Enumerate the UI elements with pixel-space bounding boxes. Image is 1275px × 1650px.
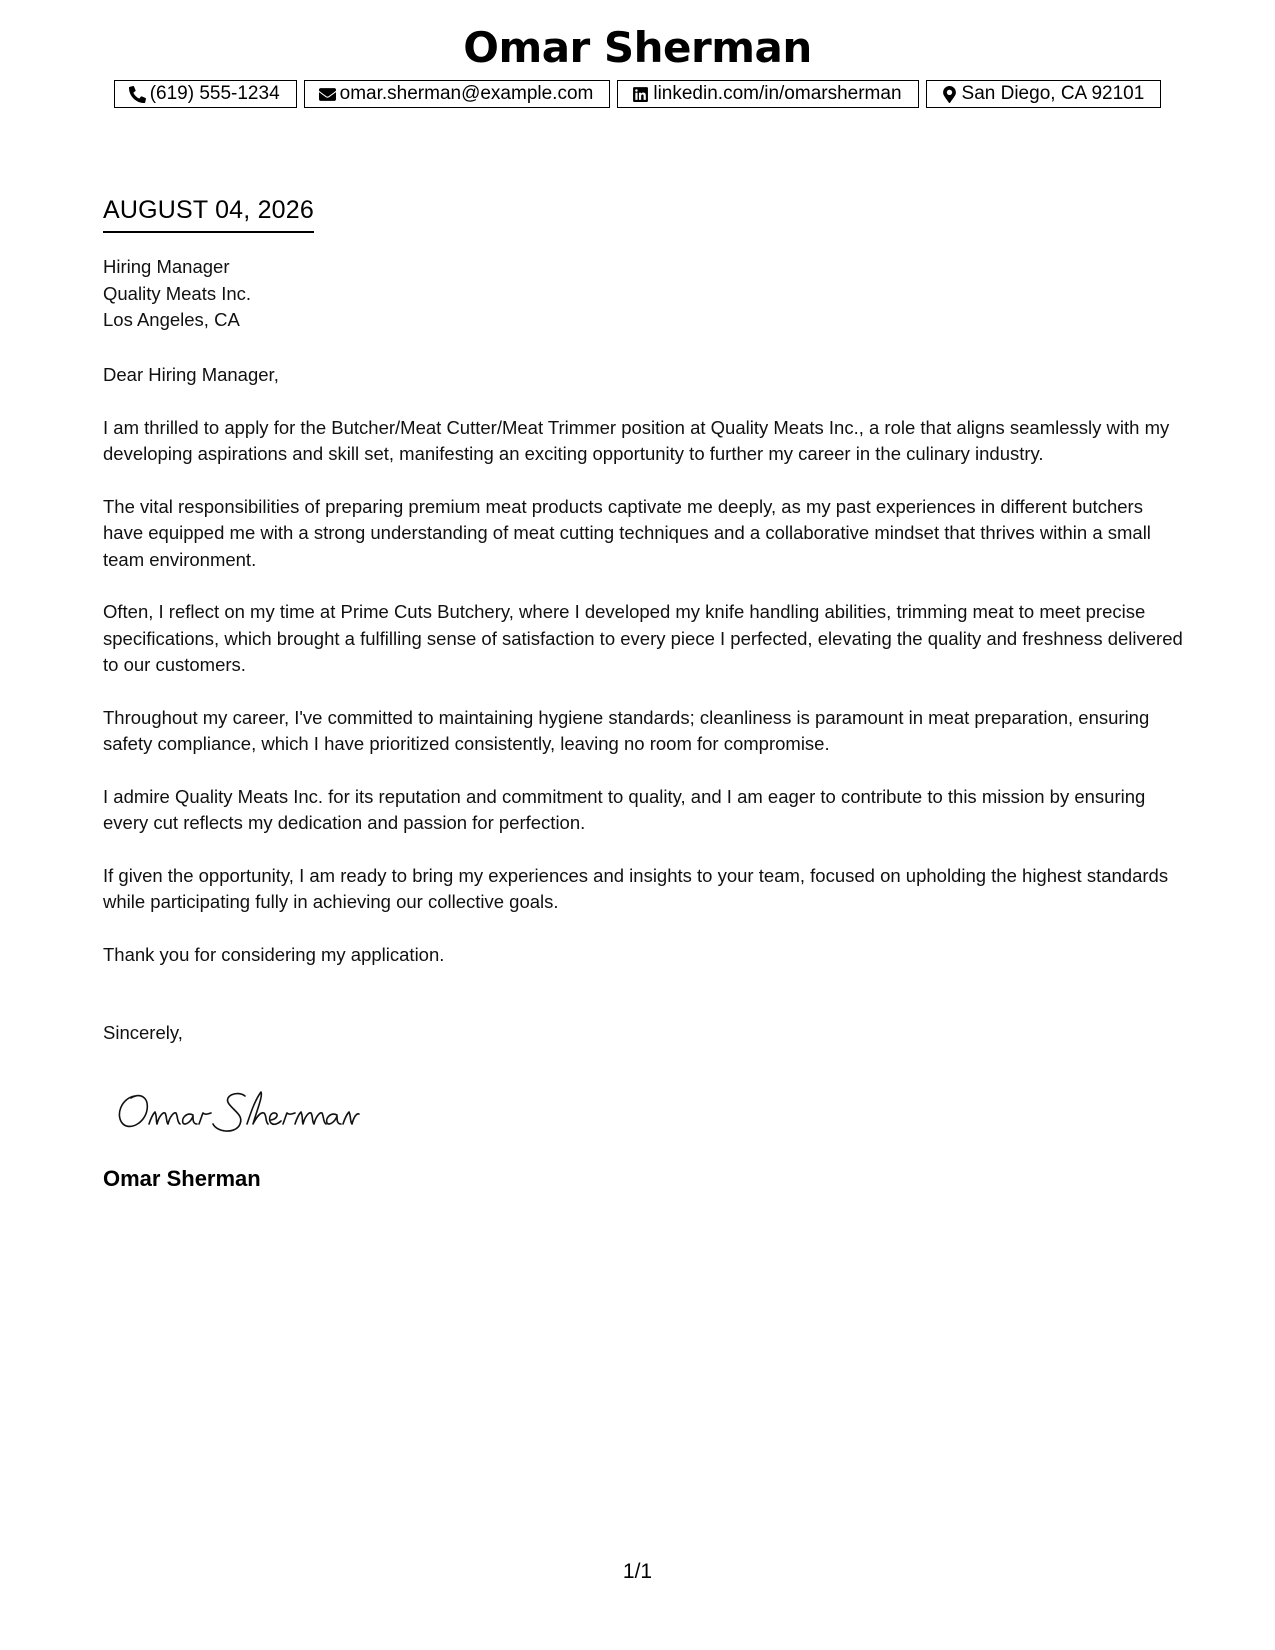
salutation: Dear Hiring Manager,	[103, 364, 279, 385]
body-paragraph: I admire Quality Meats Inc. for its reputation and commitment to quality, and I am eager to contribute to this mission by ensuring every cut reflects my dedication and passion for perfection.	[103, 785, 1146, 833]
applicant-name-heading: Omar Sherman	[463, 23, 812, 72]
contact-location-text: San Diego, CA 92101	[961, 83, 1145, 104]
contact-phone-text: (619) 555-1234	[149, 83, 280, 104]
contact-email[interactable]	[304, 80, 611, 108]
signer-name: Omar Sherman	[103, 1166, 261, 1191]
phone-icon	[129, 86, 146, 103]
contact-email-text: omar.sherman@example.com	[339, 83, 594, 104]
linkedin-icon	[632, 86, 649, 103]
body-paragraph: I am thrilled to apply for the Butcher/Meat Cutter/Meat Trimmer position at Quality Meats Inc., a role that aligns seamlessly with my developing aspirations and skill set, manifesting an exciting opportunity to further my career in the culinary industry.	[103, 416, 1170, 464]
letter-body	[103, 362, 1183, 994]
recipient-location: Los Angeles, CA	[103, 309, 240, 330]
contact-location[interactable]	[926, 80, 1162, 108]
recipient-block	[103, 254, 251, 334]
recipient-title: Hiring Manager	[103, 256, 230, 277]
body-paragraph: If given the opportunity, I am ready to bring my experiences and insights to your team, focused on upholding the highest standards while participating fully in achieving our collective goals.	[103, 864, 1169, 912]
contact-phone[interactable]	[114, 80, 297, 108]
letter-date: AUGUST 04, 2026	[103, 196, 314, 233]
handwritten-signature	[111, 1076, 361, 1146]
page-number: 1/1	[622, 1560, 653, 1583]
body-paragraph: Thank you for considering my application.	[103, 943, 445, 965]
body-paragraph: Often, I reflect on my time at Prime Cuts Butchery, where I developed my knife handling abilities, trimming meat to meet precise specifications, which brought a fulfilling sense of satisfaction to every piece I perfected, elevating the quality and freshness delivered to our customers.	[103, 601, 1183, 675]
body-paragraph: Throughout my career, I've committed to maintaining hygiene standards; cleanliness is paramount in meat preparation, ensuring safety compliance, which I have prioritized consistently, leaving no room for compromise.	[103, 706, 1150, 754]
contact-linkedin[interactable]	[617, 80, 918, 108]
contact-linkedin-text: linkedin.com/in/omarsherman	[653, 83, 902, 104]
recipient-company: Quality Meats Inc.	[103, 282, 252, 304]
envelope-icon	[319, 86, 336, 103]
body-paragraph: The vital responsibilities of preparing premium meat products captivate me deeply, as my past experiences in different butchers have equipped me with a strong understanding of meat cutting techniques and a collaborative mindset that thrives within a small team environment.	[103, 495, 1151, 570]
map-marker-icon	[941, 86, 958, 103]
contact-bar	[0, 80, 1275, 108]
closing-line: Sincerely,	[103, 1022, 183, 1043]
